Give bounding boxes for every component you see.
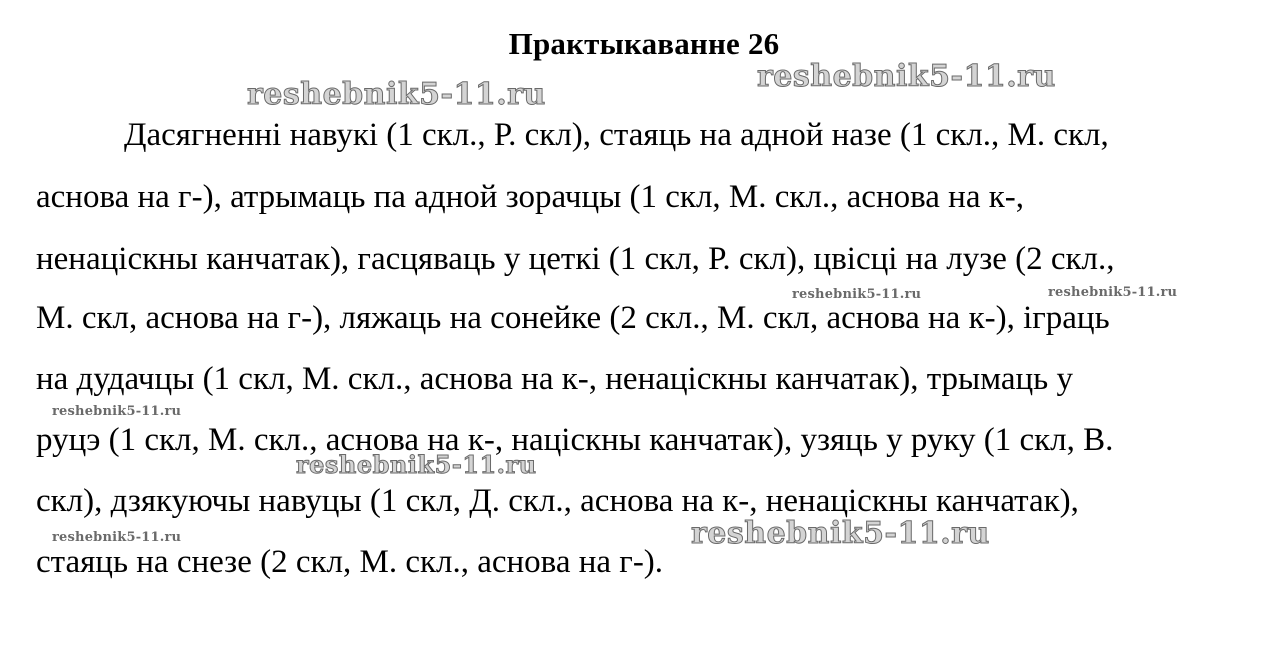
watermark-small-4: reshebnik5-11.ru [52, 530, 182, 545]
paragraph-line-3: ненаціскны канчатак), гасцяваць у цеткі (1 скл, Р. скл), цвісці на лузе (2 скл., [36, 241, 1115, 277]
paragraph-line-7: скл), дзякуючы навуцы (1 скл, Д. скл., аснова на к-, ненаціскны канчатак), [36, 483, 1079, 519]
paragraph-line-5: на дудачцы (1 скл, М. скл., аснова на к-, ненаціскны канчатак), трымаць у [36, 361, 1073, 397]
watermark-small-2: reshebnik5-11.ru [1048, 285, 1178, 300]
watermark-large-1: reshebnik5-11.ru [247, 77, 546, 112]
watermark-large-2: reshebnik5-11.ru [757, 59, 1056, 94]
paragraph-line-2: аснова на г-), атрымаць па адной зорачцы (1 скл, М. скл., аснова на к-, [36, 179, 1024, 215]
watermark-medium-1: reshebnik5-11.ru [296, 450, 537, 479]
watermark-small-3: reshebnik5-11.ru [52, 404, 182, 419]
paragraph-line-8: стаяць на снезе (2 скл, М. скл., аснова на г-). [36, 544, 664, 580]
exercise-title: Практыкаванне 26 [508, 26, 780, 61]
paragraph-line-4: М. скл, аснова на г-), ляжаць на сонейке (2 скл., М. скл, аснова на к-), іграць [36, 300, 1110, 336]
paragraph-line-1: Дасягненні навукі (1 скл., Р. скл), стаяць на адной назе (1 скл., М. скл, [124, 117, 1109, 153]
watermark-small-1: reshebnik5-11.ru [792, 287, 922, 302]
watermark-large-3: reshebnik5-11.ru [691, 516, 990, 551]
paragraph-line-6: руцэ (1 скл, М. скл., аснова на к-, націскны канчатак), узяць у руку (1 скл, В. [36, 422, 1114, 458]
